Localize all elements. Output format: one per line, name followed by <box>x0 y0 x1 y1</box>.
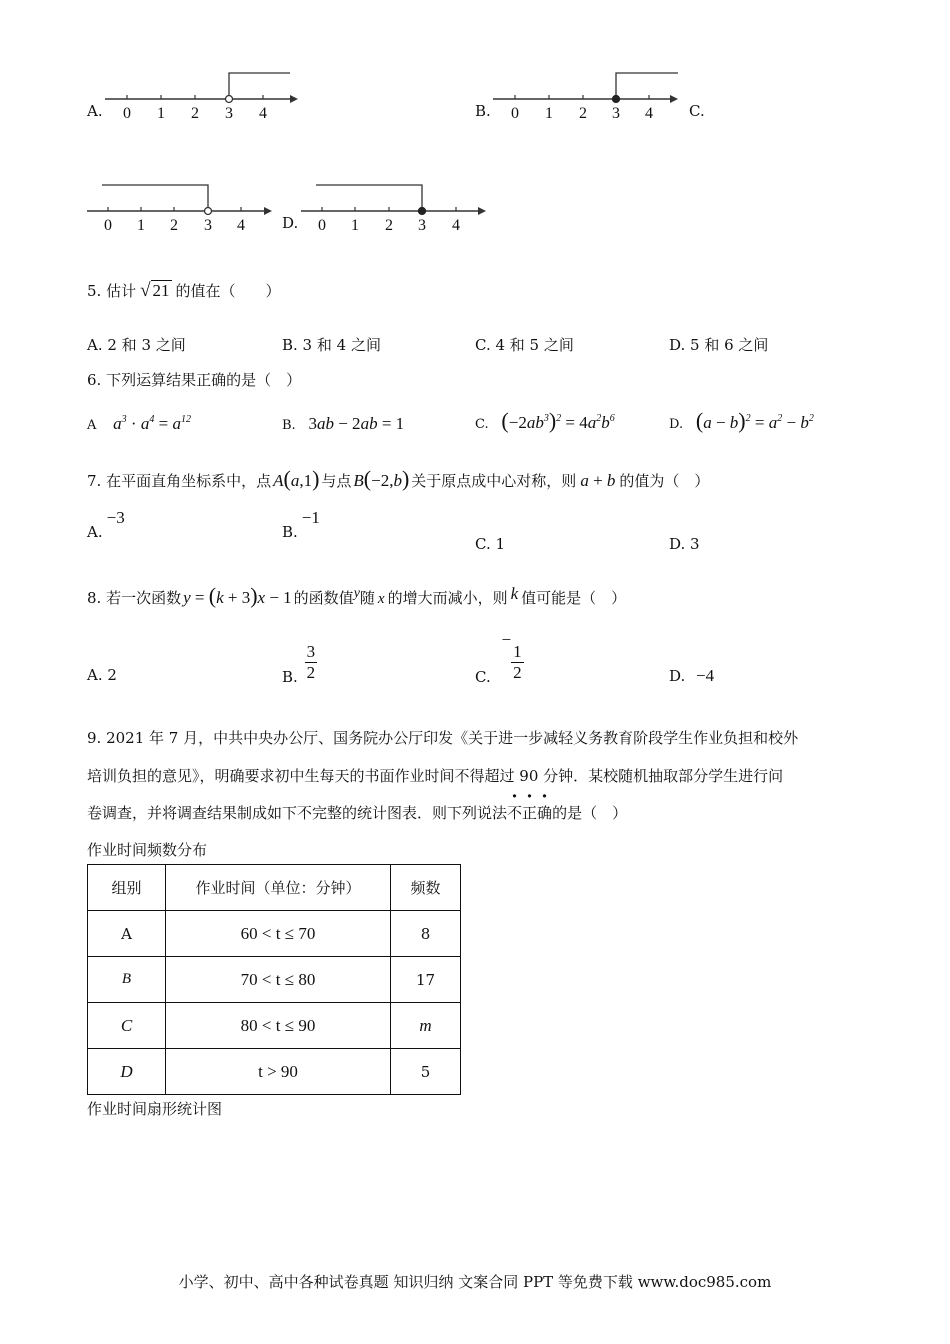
tick-label: 3 <box>418 217 426 234</box>
tick-label: 2 <box>579 105 587 122</box>
q7-option-b: B.−1 <box>282 508 320 541</box>
header-cell: 作业时间（单位：分钟） <box>166 865 391 911</box>
freq-cell: 8 <box>391 911 461 957</box>
tick-label: 4 <box>237 217 245 234</box>
pie-caption: 作业时间扇形统计图 <box>87 1100 223 1118</box>
tick-label: 4 <box>259 105 267 122</box>
tick-label: 0 <box>318 217 326 234</box>
number-line-c <box>82 178 282 234</box>
function-expr: y = (k + 3)x − 1 <box>183 583 292 608</box>
q5-option-b: B. 3 和 4 之间 <box>282 336 381 354</box>
tick-label: 2 <box>385 217 393 234</box>
q7-option-d: D. 3 <box>669 535 700 553</box>
range-cell: t > 90 <box>166 1049 391 1095</box>
q6-option-b: B. 3ab − 2ab = 1 <box>282 414 405 433</box>
group-cell: C <box>88 1003 166 1049</box>
q6-stem: 6. 下列运算结果正确的是（ ） <box>87 371 302 389</box>
range-cell: 80 < t ≤ 90 <box>166 1003 391 1049</box>
emphasis-char: 不 <box>507 804 523 822</box>
q6-option-d: D. $(a - b)^2 = a^2 - b^2$ <box>669 408 814 433</box>
q5-option-c: C. 4 和 5 之间 <box>475 336 574 354</box>
tick-label: 1 <box>137 217 145 234</box>
tick-label: 2 <box>170 217 178 234</box>
table-header-row <box>88 865 461 911</box>
emphasis-char: 正 <box>522 804 538 822</box>
q8-option-c: C. − $\frac{1}{2}$ <box>475 630 522 686</box>
q9-line-3: 卷调查，并将调查结果制成如下不完整的统计图表．则下列说法不正确的是（ ） <box>87 804 628 822</box>
tick-label: 3 <box>612 105 620 122</box>
number-line-b <box>488 66 688 122</box>
freq-cell: 17 <box>391 957 461 1003</box>
q8-option-b: B. $\frac{3}{2}$ <box>282 642 316 686</box>
q6-option-c: C. $(-2ab^3)^2 = 4a^2b^6$ <box>475 408 615 433</box>
tick-label: 1 <box>157 105 165 122</box>
number-line-d <box>296 178 496 234</box>
table-row <box>88 957 461 1003</box>
freq-cell: m <box>391 1003 461 1049</box>
q9-line-2: 培训负担的意见》，明确要求初中生每天的书面作业时间不得超过 90 分钟．某校随机抽取部分学生进行问 <box>87 767 784 785</box>
q9-line-1: 9. 2021 年 7 月，中共中央办公厅、国务院办公厅印发《关于进一步减轻义务教育阶段学生作业负担和校外 <box>87 729 799 747</box>
header-cell: 频数 <box>391 865 461 911</box>
number-line-a <box>100 66 300 122</box>
range-cell: 70 < t ≤ 80 <box>166 957 391 1003</box>
tick-label: 0 <box>511 105 519 122</box>
q8-option-a: A. 2 <box>87 666 117 684</box>
table-row <box>88 1049 461 1095</box>
q5-stem: 5. 估计 √ 21 的值在（ ） <box>87 280 281 301</box>
point-a-expr: A(a,1) <box>273 466 320 491</box>
point-b-expr: B(−2,b) <box>353 466 410 491</box>
range-cell: 60 < t ≤ 70 <box>166 911 391 957</box>
option-label: A. <box>87 102 103 120</box>
option-label: C. <box>689 102 705 120</box>
group-cell: D <box>88 1049 166 1095</box>
freq-cell: 5 <box>391 1049 461 1095</box>
page-footer: 小学、初中、高中各种试卷真题 知识归纳 文案合同 PPT 等免费下载 www.doc985.com <box>178 1273 772 1291</box>
q6-option-a: A $a^3 \cdot a^4 = a^{12}$ <box>87 414 191 433</box>
sum-expr: a + b <box>580 471 616 490</box>
table-caption: 作业时间频数分布 <box>87 841 208 859</box>
header-cell: 组别 <box>88 865 166 911</box>
q7-option-c: C. 1 <box>475 535 506 553</box>
tick-label: 3 <box>204 217 212 234</box>
q7-stem: 7. 在平面直角坐标系中，点 A(a,1) 与点 B(−2,b) 关于原点成中心对称，则 a + b 的值为（ ） <box>87 466 710 491</box>
frequency-table <box>87 864 461 1095</box>
table-row <box>88 1003 461 1049</box>
q8-stem: 8. 若一次函数 y = (k + 3)x − 1 的函数值y随 x 的增大而减小，则 k 值可能是（ ） <box>87 583 627 608</box>
tick-label: 0 <box>123 105 131 122</box>
option-label: D. <box>282 214 299 232</box>
tick-label: 1 <box>545 105 553 122</box>
q7-option-a: A.−3 <box>87 508 125 541</box>
tick-label: 2 <box>191 105 199 122</box>
emphasis-char: 确 <box>537 804 553 822</box>
tick-label: 0 <box>104 217 112 234</box>
tick-label: 4 <box>452 217 460 234</box>
group-cell: A <box>88 911 166 957</box>
tick-label: 4 <box>645 105 653 122</box>
option-label: B. <box>475 102 491 120</box>
q5-option-d: D. 5 和 6 之间 <box>669 336 769 354</box>
q5-option-a: A. 2 和 3 之间 <box>87 336 186 354</box>
q8-option-d: D. −4 <box>669 666 715 685</box>
tick-label: 3 <box>225 105 233 122</box>
group-cell: B <box>88 957 166 1003</box>
tick-label: 1 <box>351 217 359 234</box>
sqrt-expression: √ 21 <box>140 280 170 301</box>
table-row <box>88 911 461 957</box>
